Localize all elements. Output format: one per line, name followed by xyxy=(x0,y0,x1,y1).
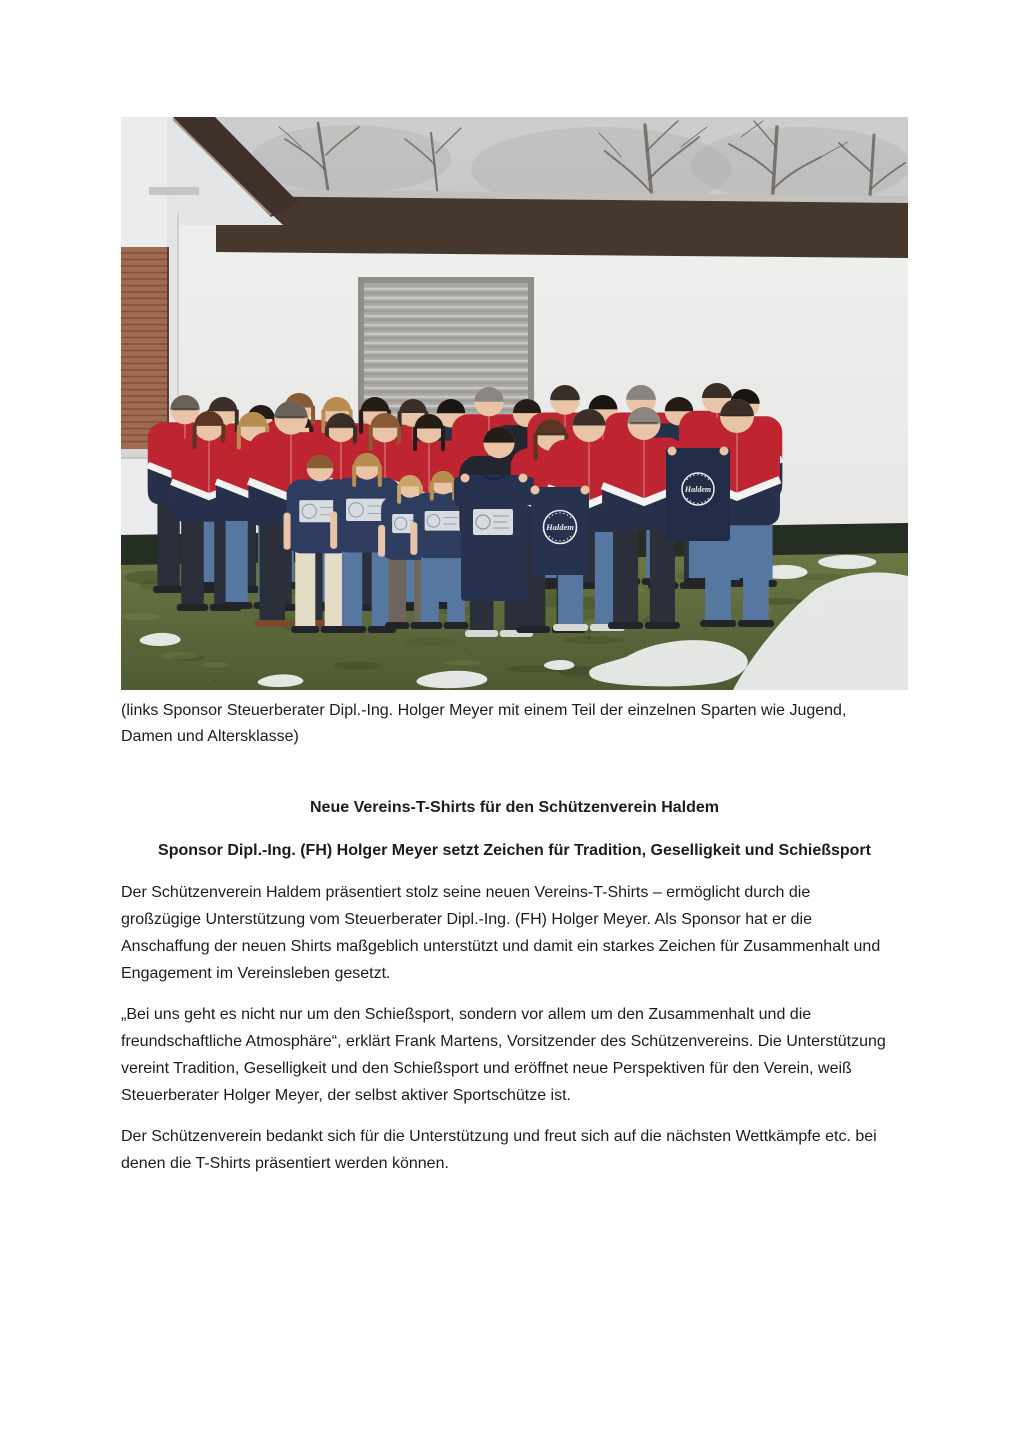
body-paragraph: Der Schützenverein Haldem präsentiert stolz seine neuen Vereins-T-Shirts – ermöglicht durch die großzügige Unterstützung vom Steuerberater Dipl.-Ing. (FH) Holger Meyer. Als Sponsor hat er die Anschaffung der neuen Shirts maßgeblich unterstützt und damit ein starkes Zeichen für Zusammenhalt und Engagement im Vereinsleben gesetzt. xyxy=(121,884,881,982)
roof-fascia xyxy=(216,196,908,258)
group-photo xyxy=(121,117,908,690)
haldem-logo-text: Haldem xyxy=(684,485,712,494)
presented-tshirt-center xyxy=(531,486,590,576)
group-photo-illustration xyxy=(121,117,908,690)
presented-tshirt-teen xyxy=(454,474,534,602)
article-content xyxy=(121,117,908,1177)
ledge xyxy=(149,187,199,195)
photo-caption: (links Sponsor Steuerberater Dipl.-Ing. Holger Meyer mit einem Teil der einzelnen Sparten wie Jugend, Damen und Altersklasse) xyxy=(121,702,847,745)
article-title: Neue Vereins-T-Shirts für den Schützenverein Haldem xyxy=(310,799,719,816)
article-body xyxy=(121,879,908,1177)
body-paragraph: Der Schützenverein bedankt sich für die Unterstützung und freut sich auf die nächsten Wettkämpfe etc. bei denen die T-Shirts präsentiert werden können. xyxy=(121,1128,877,1172)
presented-tshirt-right xyxy=(666,447,730,542)
haldem-logo-text: Haldem xyxy=(546,522,574,532)
body-paragraph: „Bei uns geht es nicht nur um den Schießsport, sondern vor allem um den Zusammenhalt und die freundschaftliche Atmosphäre“, erklärt Frank Martens, Vorsitzender des Schützenvereins. Die Unterstützung vereint Tradition, Geselligkeit und den Schießsport und eröffnet neue Perspektiven für den Verein, weiß Steuerberater Holger Meyer, der selbst aktiver Sportschütze ist. xyxy=(121,1006,886,1104)
article-subtitle: Sponsor Dipl.-Ing. (FH) Holger Meyer setzt Zeichen für Tradition, Geselligkeit und Schießsport xyxy=(158,842,871,859)
